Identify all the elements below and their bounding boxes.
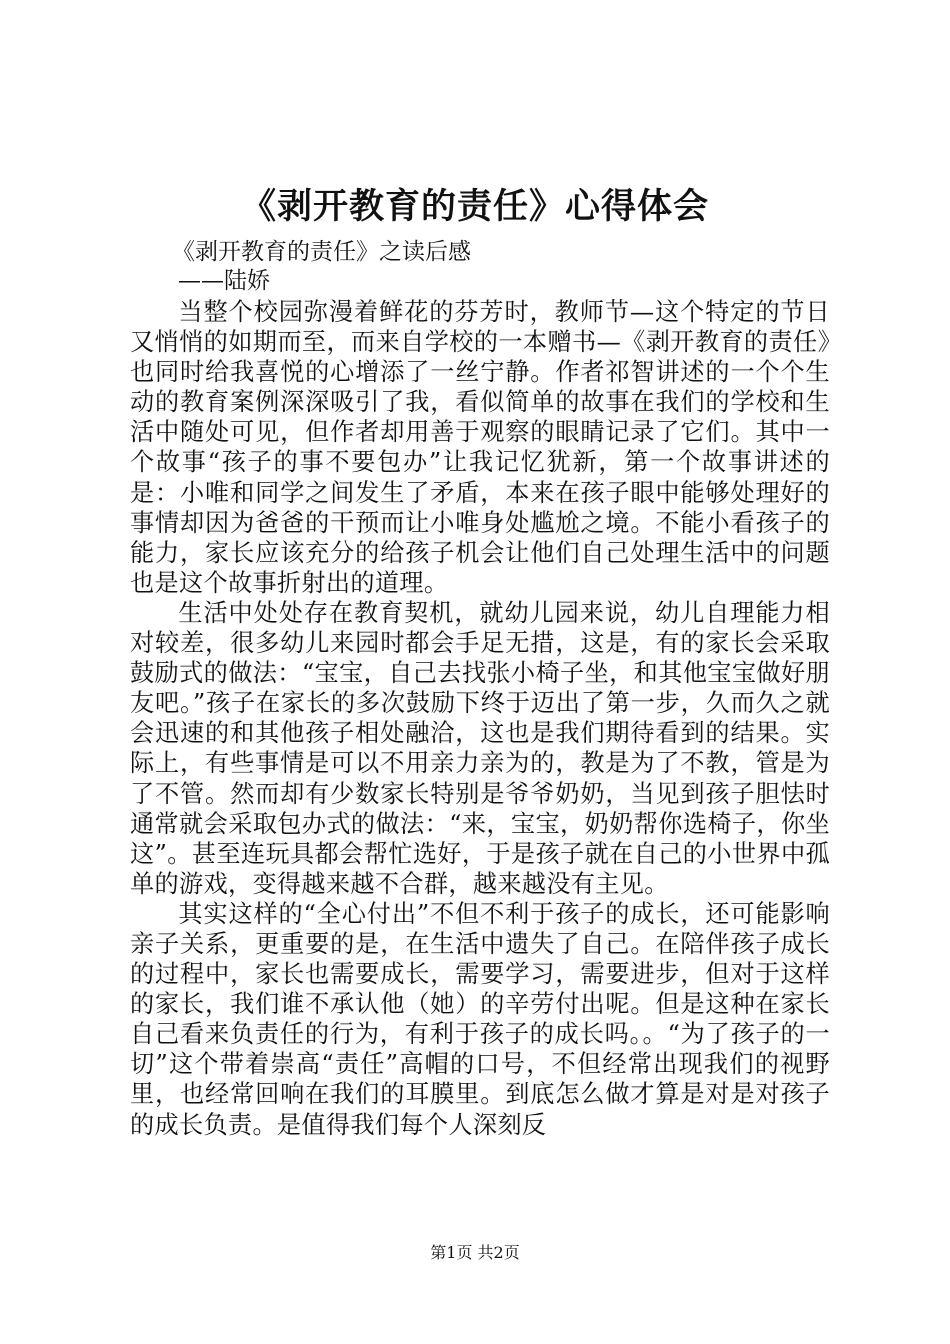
document-author: ——陆娇 [178,268,270,294]
body-paragraph: 其实这样的“全心付出”不但不利于孩子的成长，还可能影响亲子关系，更重要的是，在生活中遗失了自己。在陪伴孩子成长的过程中，家长也需要成长，需要学习，需要进步，但对于这样的家长，我们谁不承认他（她）的辛劳付出呢。但是这种在家长自己看来负责任的行为，有利于孩子的成长吗。。“为了孩子的一切”这个带着崇高“责任”高帽的口号，不但经常出现我们的视野里，也经常回响在我们的耳膜里。到底怎么做才算是对是对孩子的成长负责。是值得我们每个人深刻反 [130,899,830,1139]
body-paragraph: 当整个校园弥漫着鲜花的芬芳时，教师节—这个特定的节日又悄悄的如期而至，而来自学校的一本赠书—《剥开教育的责任》也同时给我喜悦的心增添了一丝宁静。作者祁智讲述的一个个生动的教育案例深深吸引了我，看似简单的故事在我们的学校和生活中随处可见，但作者却用善于观察的眼睛记录了它们。其中一个故事“孩子的事不要包办”让我记忆犹新，第一个故事讲述的是：小唯和同学之间发生了矛盾，本来在孩子眼中能够处理好的事情却因为爸爸的干预而让小唯身处尴尬之境。不能小看孩子的能力，家长应该充分的给孩子机会让他们自己处理生活中的问题也是这个故事折射出的道理。 [130,298,830,597]
document-title: 《剥开教育的责任》心得体会 [240,187,709,227]
body-paragraph: 生活中处处存在教育契机，就幼儿园来说，幼儿自理能力相对较差，很多幼儿来园时都会手足无措，这是，有的家长会采取鼓励式的做法：“宝宝，自己去找张小椅子坐，和其他宝宝做好朋友吧。”孩子在家长的多次鼓励下终于迈出了第一步，久而久之就会迅速的和其他孩子相处融洽，这也是我们期待看到的结果。实际上，有些事情是可以不用亲力亲为的，教是为了不教，管是为了不管。然而却有少数家长特别是爷爷奶奶，当见到孩子胆怯时通常就会采取包办式的做法：“来，宝宝，奶奶帮你选椅子，你坐这”。甚至连玩具都会帮忙选好，于是孩子就在自己的小世界中孤单的游戏，变得越来越不合群，越来越没有主见。 [130,598,830,898]
page-footer: 第1页 共2页 [430,1243,520,1262]
document-body [130,297,830,1140]
document-subtitle: 《剥开教育的责任》之读后感 [172,239,471,265]
